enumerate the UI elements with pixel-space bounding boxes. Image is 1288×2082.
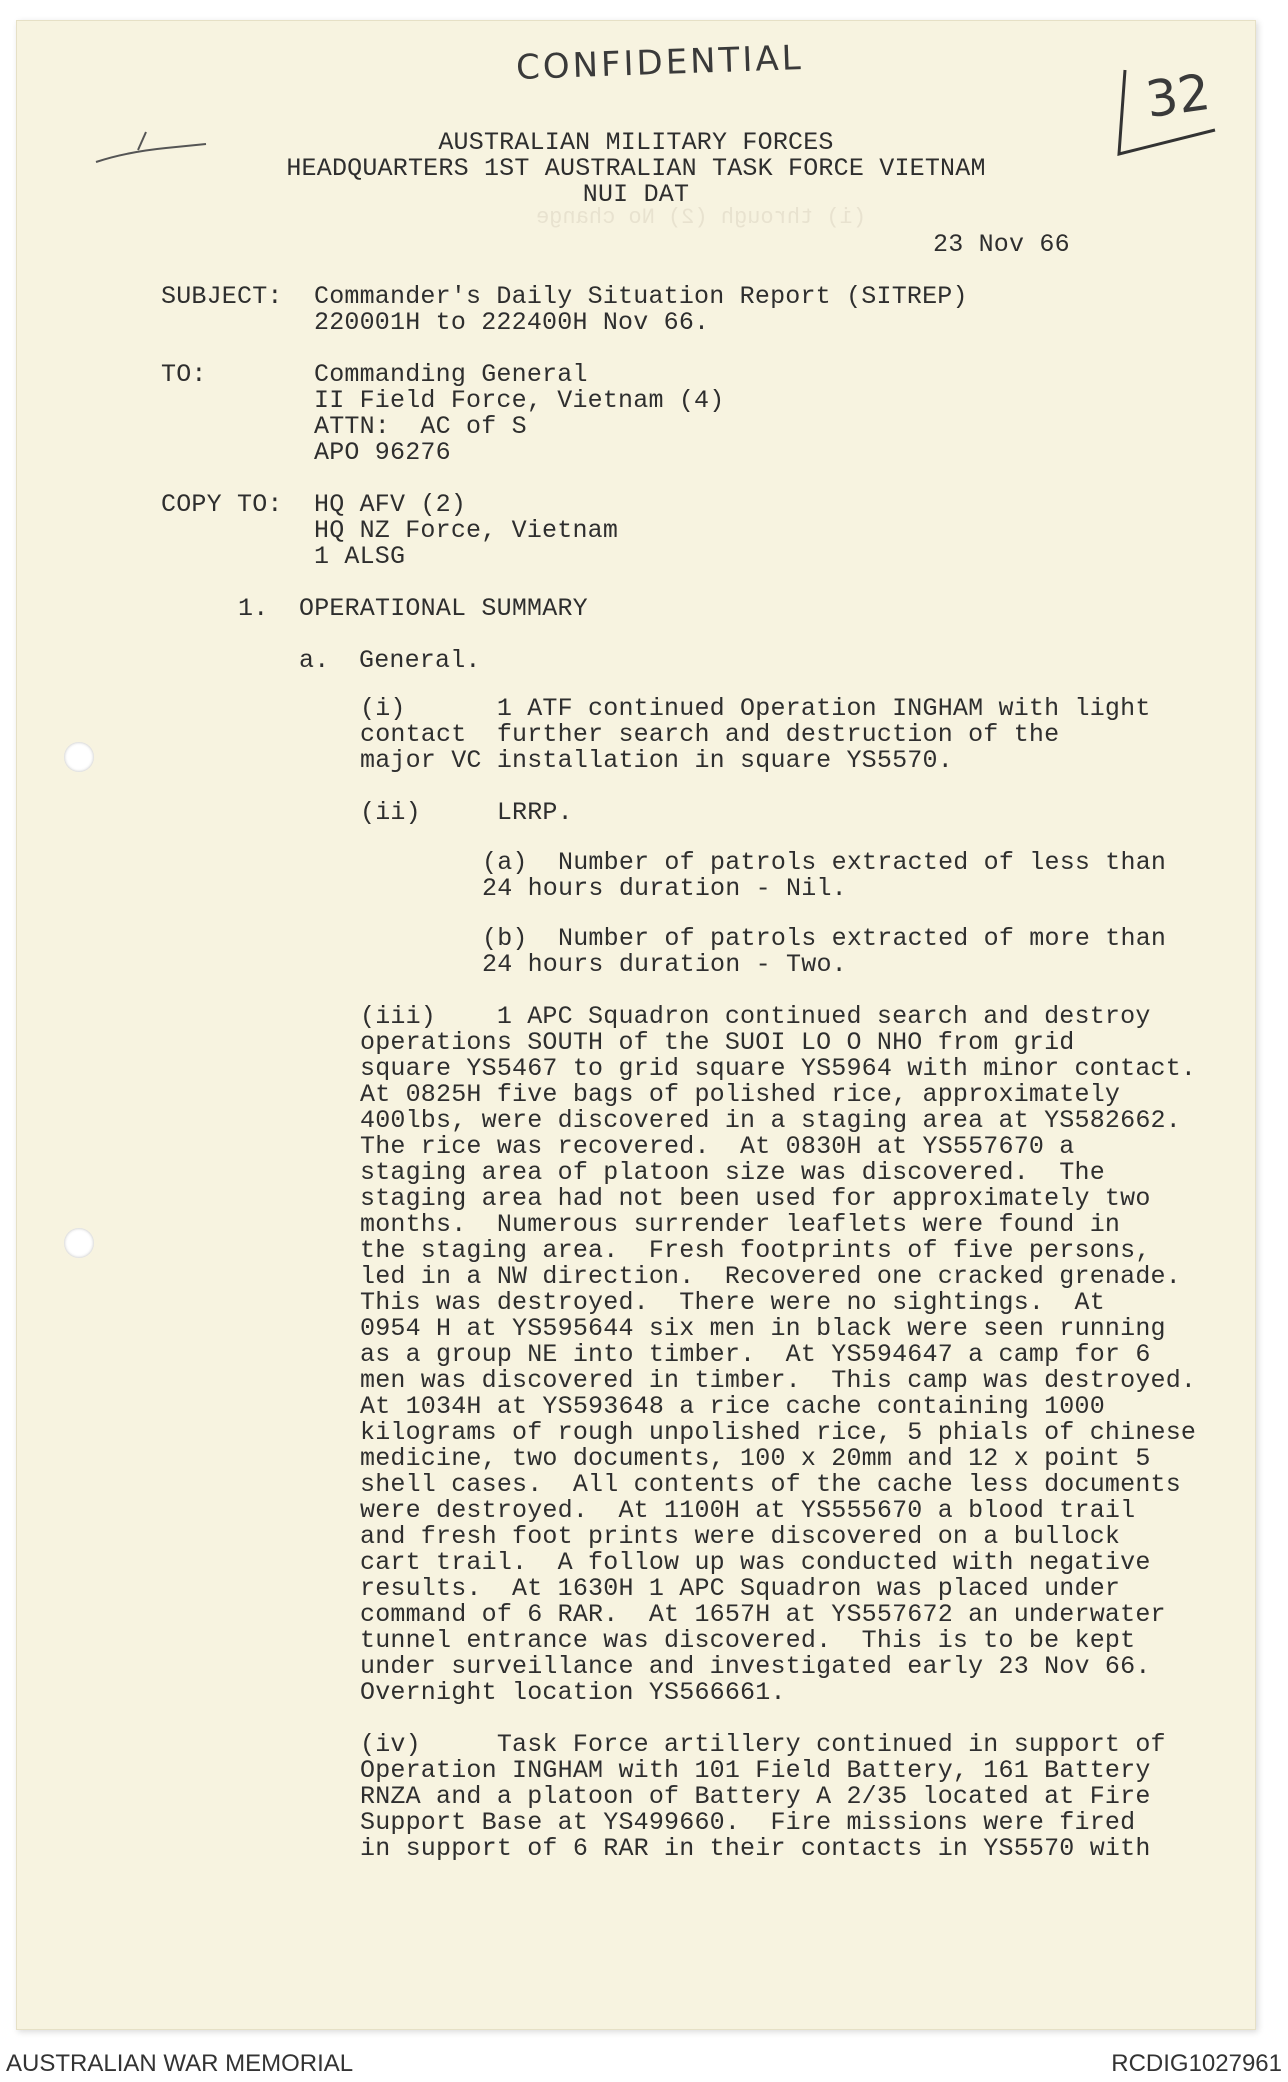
copy-to-line-1: HQ AFV (2) [314, 490, 467, 519]
document-page [16, 20, 1256, 2030]
bleed-through: (i) through (2) No change [536, 205, 867, 230]
para-iii-line: results. At 1630H 1 APC Squadron was placed under [360, 1574, 1121, 1603]
para-iii-line: 0954 H at YS595644 six men in black were seen running [360, 1314, 1166, 1343]
para-iii-line: cart trail. A follow up was conducted with negative [360, 1548, 1151, 1577]
to-line-1: Commanding General [314, 360, 588, 389]
para-iii-line: kilograms of rough unpolished rice, 5 phials of chinese [360, 1418, 1197, 1447]
para-iii-line: square YS5467 to grid square YS5964 with minor contact. [360, 1054, 1197, 1083]
copy-to-line-3: 1 ALSG [314, 542, 406, 571]
para-iv-line: (iv) Task Force artillery continued in support of [360, 1730, 1166, 1759]
para-iii-line: as a group NE into timber. At YS594647 a camp for 6 [360, 1340, 1151, 1369]
para-iii-line: and fresh foot prints were discovered on a bullock [360, 1522, 1121, 1551]
para-iii-line: At 1034H at YS593648 a rice cache containing 1000 [360, 1392, 1105, 1421]
para-iii-line: shell cases. All contents of the cache less documents [360, 1470, 1181, 1499]
sub-a-label: a. [299, 646, 330, 675]
para-iv-line: Operation INGHAM with 101 Field Battery, 161 Battery [360, 1756, 1151, 1785]
sub-a-title: General. [359, 646, 481, 675]
para-ii: (ii) LRRP. [360, 798, 573, 827]
para-ii-a-line-2: 24 hours duration - Nil. [482, 874, 847, 903]
header-line-2: HEADQUARTERS 1ST AUSTRALIAN TASK FORCE VIETNAM [286, 154, 986, 183]
subject-line-1: Commander's Daily Situation Report (SITREP) [314, 282, 968, 311]
para-iii-line: were destroyed. At 1100H at YS555670 a blood trail [360, 1496, 1136, 1525]
para-iii-line: operations SOUTH of the SUOI LO O NHO from grid [360, 1028, 1075, 1057]
page-number: 32 [1142, 62, 1214, 130]
section-title: OPERATIONAL SUMMARY [299, 594, 588, 623]
subject-line-2: 220001H to 222400H Nov 66. [314, 308, 710, 337]
para-iv-line: in support of 6 RAR in their contacts in YS5570 with [360, 1834, 1151, 1863]
para-ii-b-line-1: (b) Number of patrols extracted of more than [482, 924, 1167, 953]
para-iv-line: Support Base at YS499660. Fire missions were fired [360, 1808, 1136, 1837]
section-number: 1. [238, 594, 269, 623]
copy-to-line-2: HQ NZ Force, Vietnam [314, 516, 619, 545]
para-iv-line: RNZA and a platoon of Battery A 2/35 located at Fire [360, 1782, 1151, 1811]
to-line-2: II Field Force, Vietnam (4) [314, 386, 725, 415]
para-i-line-1: (i) 1 ATF continued Operation INGHAM with light [360, 694, 1151, 723]
punch-hole-top [64, 742, 94, 772]
para-iii-line: tunnel entrance was discovered. This is to be kept [360, 1626, 1136, 1655]
para-iii-line: men was discovered in timber. This camp was destroyed. [360, 1366, 1197, 1395]
para-ii-a-line-1: (a) Number of patrols extracted of less than [482, 848, 1167, 877]
footer-right: RCDIG1027961 [1111, 2050, 1282, 2077]
para-iii-line: led in a NW direction. Recovered one cracked grenade. [360, 1262, 1181, 1291]
para-iii-line: medicine, two documents, 100 x 20mm and 12 x point 5 [360, 1444, 1151, 1473]
para-iii-line: Overnight location YS566661. [360, 1678, 786, 1707]
para-iii-line: At 0825H five bags of polished rice, approximately [360, 1080, 1121, 1109]
copy-to-label: COPY TO: [161, 490, 283, 519]
to-line-3: ATTN: AC of S [314, 412, 527, 441]
para-iii-line: months. Numerous surrender leaflets were found in [360, 1210, 1121, 1239]
para-iii-line: (iii) 1 APC Squadron continued search and destroy [360, 1002, 1151, 1031]
punch-hole-bottom [64, 1228, 94, 1258]
para-iii-line: staging area of platoon size was discovered. The [360, 1158, 1105, 1187]
para-iii-line: under surveillance and investigated early 23 Nov 66. [360, 1652, 1151, 1681]
para-i-line-3: major VC installation in square YS5570. [360, 746, 953, 775]
report-date: 23 Nov 66 [933, 230, 1070, 259]
footer-left: AUSTRALIAN WAR MEMORIAL [6, 2050, 354, 2077]
para-i-line-2: contact further search and destruction of the [360, 720, 1060, 749]
para-iii-line: command of 6 RAR. At 1657H at YS557672 an underwater [360, 1600, 1166, 1629]
para-iii-line: 400lbs, were discovered in a staging area at YS582662. [360, 1106, 1181, 1135]
para-iii-line: staging area had not been used for approximately two [360, 1184, 1151, 1213]
para-ii-b-line-2: 24 hours duration - Two. [482, 950, 847, 979]
subject-label: SUBJECT: [161, 282, 283, 311]
header-line-3: NUI DAT [582, 180, 690, 209]
confidential-stamp: CONFIDENTIAL [515, 37, 805, 89]
para-iii-line: This was destroyed. There were no sightings. At [360, 1288, 1105, 1317]
to-label: TO: [161, 360, 207, 389]
para-iii-line: The rice was recovered. At 0830H at YS557670 a [360, 1132, 1075, 1161]
header-line-1: AUSTRALIAN MILITARY FORCES [438, 128, 834, 157]
para-iii-line: the staging area. Fresh footprints of five persons, [360, 1236, 1151, 1265]
to-line-4: APO 96276 [314, 438, 451, 467]
